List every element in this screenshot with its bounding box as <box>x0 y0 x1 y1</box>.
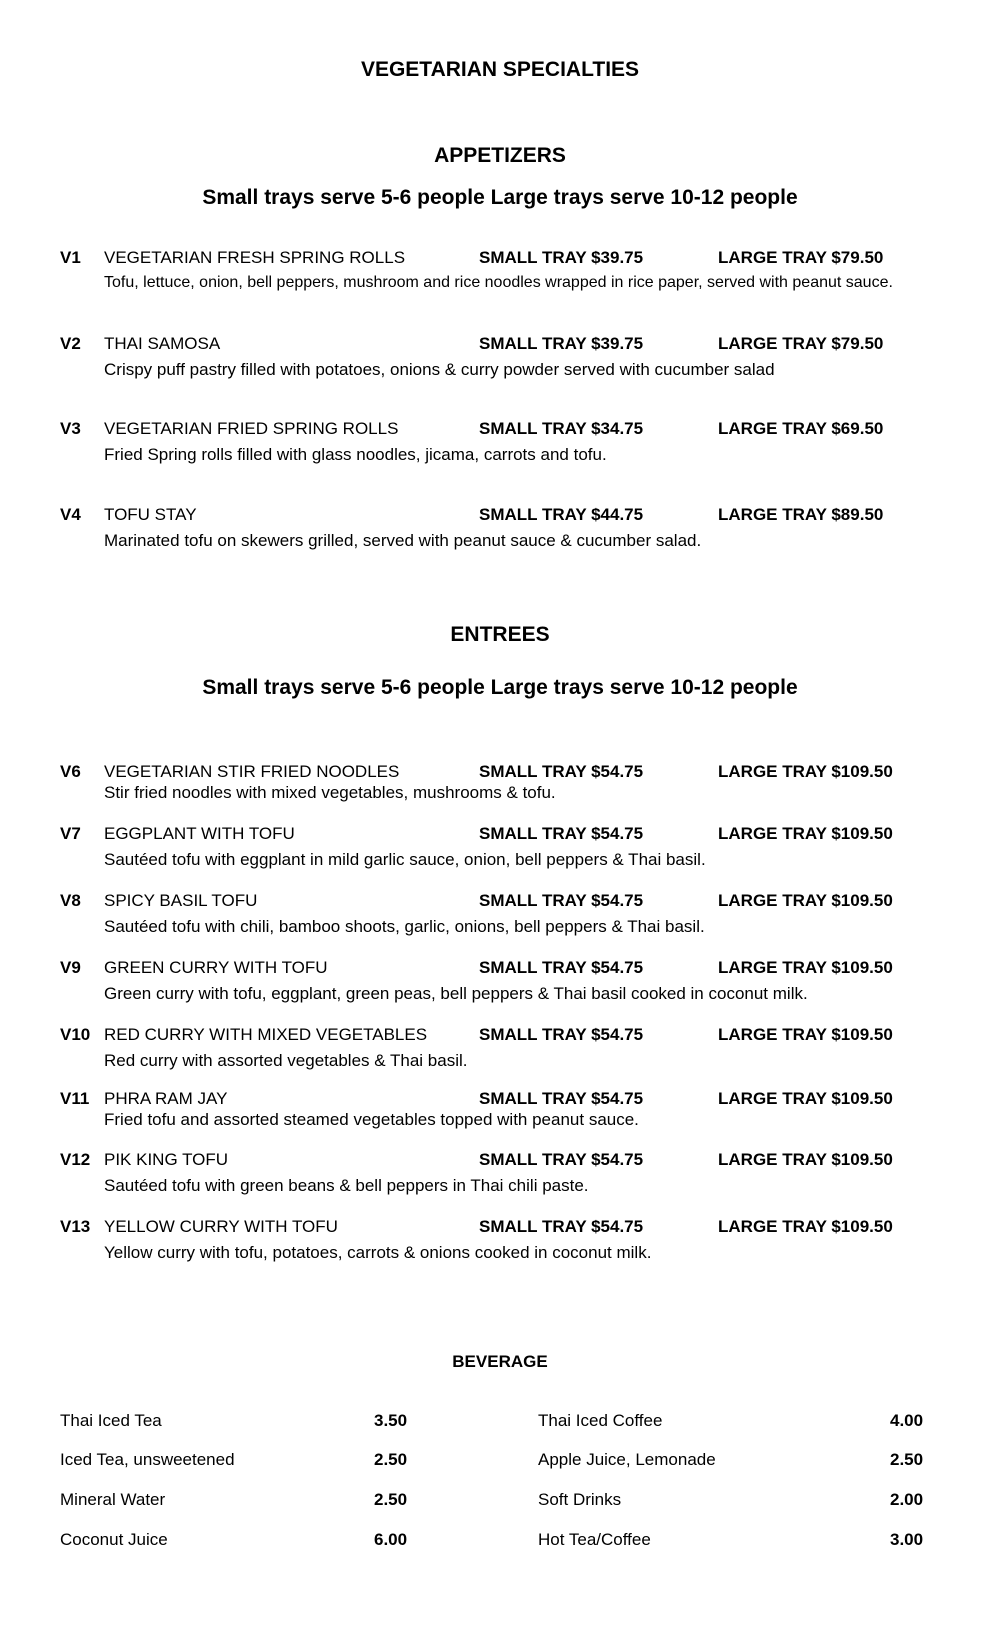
beverage-price: 2.50 <box>374 1450 408 1469</box>
large-tray-price: LARGE TRAY $109.50 <box>718 1089 893 1108</box>
large-tray-price: LARGE TRAY $69.50 <box>718 419 884 438</box>
item-description: Yellow curry with tofu, potatoes, carrots & onions cooked in coconut milk. <box>104 1243 652 1262</box>
menu-item-v13 <box>0 1217 1000 1262</box>
small-tray-price: SMALL TRAY $54.75 <box>479 1150 644 1169</box>
small-tray-price: SMALL TRAY $44.75 <box>479 505 644 524</box>
item-code: V6 <box>60 762 81 781</box>
item-description: Fried Spring rolls filled with glass noodles, jicama, carrots and tofu. <box>104 445 607 464</box>
item-name: PIK KING TOFU <box>104 1150 229 1169</box>
item-name: GREEN CURRY WITH TOFU <box>104 958 328 977</box>
beverage-item <box>60 1411 410 1435</box>
beverage-item <box>60 1450 410 1474</box>
large-tray-price: LARGE TRAY $89.50 <box>718 505 884 524</box>
menu-item-v1 <box>0 248 1000 291</box>
small-tray-price: SMALL TRAY $54.75 <box>479 1217 644 1236</box>
beverage-price: 2.50 <box>374 1490 408 1509</box>
item-description: Tofu, lettuce, onion, bell peppers, mushroom and rice noodles wrapped in rice paper, served with peanut sauce. <box>104 274 893 291</box>
beverage-price: 2.00 <box>890 1490 924 1509</box>
beverage-item <box>60 1490 410 1514</box>
beverage-name: Mineral Water <box>60 1490 166 1509</box>
small-tray-price: SMALL TRAY $54.75 <box>479 824 644 843</box>
item-description: Fried tofu and assorted steamed vegetables topped with peanut sauce. <box>104 1110 639 1129</box>
large-tray-price: LARGE TRAY $109.50 <box>718 891 893 910</box>
menu-item-v9 <box>0 958 1000 1003</box>
item-code: V7 <box>60 824 81 843</box>
item-code: V9 <box>60 958 81 977</box>
small-tray-price: SMALL TRAY $54.75 <box>479 891 644 910</box>
beverage-item <box>538 1530 938 1554</box>
item-name: VEGETARIAN STIR FRIED NOODLES <box>104 762 400 781</box>
item-name: THAI SAMOSA <box>104 334 221 353</box>
item-name: TOFU STAY <box>104 505 197 524</box>
appetizers-tray-note: Small trays serve 5-6 people Large trays serve 10-12 people <box>202 186 798 209</box>
large-tray-price: LARGE TRAY $109.50 <box>718 1025 893 1044</box>
menu-item-v11 <box>0 1089 1000 1129</box>
beverage-name: Coconut Juice <box>60 1530 168 1549</box>
menu-item-v3 <box>0 419 1000 464</box>
appetizers-heading: APPETIZERS <box>434 144 566 167</box>
entrees-tray-note: Small trays serve 5-6 people Large trays serve 10-12 people <box>202 676 798 699</box>
item-description: Red curry with assorted vegetables & Thai basil. <box>104 1051 468 1070</box>
small-tray-price: SMALL TRAY $54.75 <box>479 762 644 781</box>
beverage-name: Hot Tea/Coffee <box>538 1530 651 1549</box>
menu-item-v6 <box>0 762 1000 802</box>
item-description: Sautéed tofu with chili, bamboo shoots, garlic, onions, bell peppers & Thai basil. <box>104 917 705 936</box>
large-tray-price: LARGE TRAY $109.50 <box>718 1150 893 1169</box>
large-tray-price: LARGE TRAY $79.50 <box>718 248 884 267</box>
item-name: VEGETARIAN FRIED SPRING ROLLS <box>104 419 399 438</box>
item-code: V13 <box>60 1217 91 1236</box>
item-description: Green curry with tofu, eggplant, green peas, bell peppers & Thai basil cooked in coconut milk. <box>104 984 808 1003</box>
item-code: V4 <box>60 505 81 524</box>
beverage-name: Apple Juice, Lemonade <box>538 1450 716 1469</box>
small-tray-price: SMALL TRAY $34.75 <box>479 419 644 438</box>
small-tray-price: SMALL TRAY $39.75 <box>479 248 644 267</box>
large-tray-price: LARGE TRAY $79.50 <box>718 334 884 353</box>
item-description: Stir fried noodles with mixed vegetables, mushrooms & tofu. <box>104 783 556 802</box>
item-name: PHRA RAM JAY <box>104 1089 228 1108</box>
large-tray-price: LARGE TRAY $109.50 <box>718 958 893 977</box>
item-description: Sautéed tofu with eggplant in mild garlic sauce, onion, bell peppers & Thai basil. <box>104 850 706 869</box>
item-code: V10 <box>60 1025 91 1044</box>
item-name: SPICY BASIL TOFU <box>104 891 258 910</box>
item-name: YELLOW CURRY WITH TOFU <box>104 1217 338 1236</box>
beverage-item <box>538 1450 938 1474</box>
page-title: VEGETARIAN SPECIALTIES <box>360 58 640 81</box>
beverage-item <box>538 1490 938 1514</box>
beverage-name: Thai Iced Coffee <box>538 1411 663 1430</box>
menu-item-v4 <box>0 505 1000 550</box>
large-tray-price: LARGE TRAY $109.50 <box>718 1217 893 1236</box>
beverage-item <box>60 1530 410 1554</box>
item-name: VEGETARIAN FRESH SPRING ROLLS <box>104 248 406 267</box>
beverage-price: 2.50 <box>890 1450 924 1469</box>
large-tray-price: LARGE TRAY $109.50 <box>718 824 893 843</box>
beverage-price: 6.00 <box>374 1530 408 1549</box>
small-tray-price: SMALL TRAY $39.75 <box>479 334 644 353</box>
item-code: V8 <box>60 891 81 910</box>
item-description: Marinated tofu on skewers grilled, served with peanut sauce & cucumber salad. <box>104 531 702 550</box>
item-code: V1 <box>60 248 81 267</box>
menu-item-v12 <box>0 1150 1000 1195</box>
large-tray-price: LARGE TRAY $109.50 <box>718 762 893 781</box>
beverage-name: Iced Tea, unsweetened <box>60 1450 235 1469</box>
beverage-price: 3.50 <box>374 1411 408 1430</box>
item-code: V12 <box>60 1150 91 1169</box>
item-description: Crispy puff pastry filled with potatoes, onions & curry powder served with cucumber salad <box>104 360 775 379</box>
small-tray-price: SMALL TRAY $54.75 <box>479 958 644 977</box>
item-name: EGGPLANT WITH TOFU <box>104 824 295 843</box>
entrees-heading: ENTREES <box>450 623 550 646</box>
item-description: Sautéed tofu with green beans & bell peppers in Thai chili paste. <box>104 1176 589 1195</box>
beverage-price: 3.00 <box>890 1530 924 1549</box>
beverage-name: Soft Drinks <box>538 1490 622 1509</box>
beverage-name: Thai Iced Tea <box>60 1411 162 1430</box>
small-tray-price: SMALL TRAY $54.75 <box>479 1025 644 1044</box>
item-code: V3 <box>60 419 81 438</box>
menu-item-v10 <box>0 1025 1000 1070</box>
item-name: RED CURRY WITH MIXED VEGETABLES <box>104 1025 428 1044</box>
menu-item-v8 <box>0 891 1000 936</box>
menu-item-v7 <box>0 824 1000 869</box>
small-tray-price: SMALL TRAY $54.75 <box>479 1089 644 1108</box>
menu-item-v2 <box>0 334 1000 379</box>
beverage-heading: BEVERAGE <box>452 1352 548 1371</box>
item-code: V2 <box>60 334 81 353</box>
beverage-price: 4.00 <box>890 1411 924 1430</box>
beverage-item <box>538 1411 938 1435</box>
item-code: V11 <box>60 1089 90 1108</box>
